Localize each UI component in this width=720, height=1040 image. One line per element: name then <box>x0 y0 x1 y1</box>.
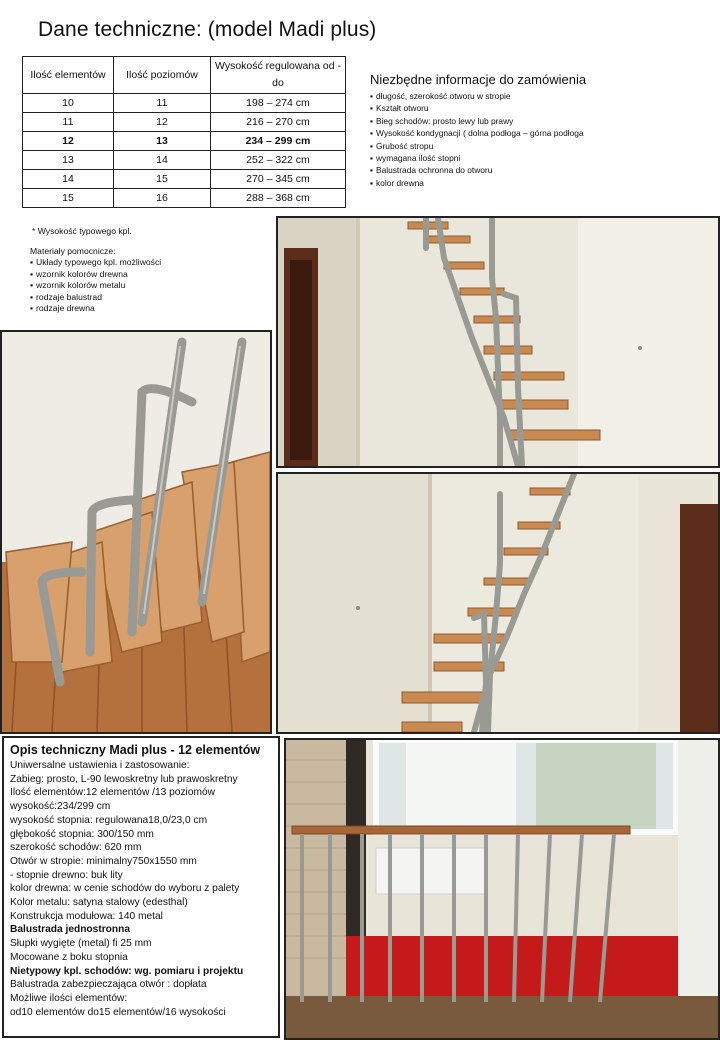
cell: 15 <box>23 189 114 208</box>
stair-photo-top-right <box>276 216 720 468</box>
cell: 15 <box>114 170 211 189</box>
cell: 14 <box>114 151 211 170</box>
description-line: od10 elementów do15 elementów/16 wysokości <box>10 1006 226 1018</box>
cell: 11 <box>114 94 211 113</box>
materials <box>30 246 161 315</box>
description-line: Ilość elementów:12 elementów /13 poziomów <box>10 787 215 799</box>
list-item: ▪ rodzaje drewna <box>30 303 161 315</box>
list-item: ▪ rodzaje balustrad <box>30 292 161 304</box>
description-bold-line: Balustrada jednostronna <box>10 924 131 936</box>
cell: 12 <box>23 132 114 151</box>
order-info-list <box>370 90 586 189</box>
description-line: Zabieg: prosto, L-90 lewoskretny lub prawoskretny <box>10 773 238 785</box>
cell: 198 – 274 cm <box>211 94 346 113</box>
description-line: - stopnie drewno: buk lity <box>10 869 123 881</box>
description-bold-value: wg. pomiaru i projektu <box>131 965 244 977</box>
description-line: Uniwersalne ustawienia i zastosowanie: <box>10 760 190 771</box>
description-line: Balustrada zabezpieczająca otwór : dopłata <box>10 979 207 991</box>
header-height: Wysokość regulowana od - do <box>211 57 346 94</box>
stair-photo-full <box>276 472 720 734</box>
table-row <box>23 113 346 132</box>
table-row-highlighted <box>23 132 346 151</box>
cell: 252 – 322 cm <box>211 151 346 170</box>
materials-heading: Materiały pomocnicze: <box>30 246 116 256</box>
description-line: Konstrukcja modułowa: 140 metal <box>10 910 163 922</box>
cell: 11 <box>23 113 114 132</box>
list-item: ▪ kolor drewna <box>370 177 586 189</box>
list-item: ▪ wymagana ilość stopni <box>370 152 586 164</box>
description-line: szerokość schodów: 620 mm <box>10 842 142 854</box>
table-row <box>23 170 346 189</box>
header-elements: Ilość elementów <box>23 57 114 94</box>
description-bold-label: Nietypowy kpl. schodów: <box>10 965 132 977</box>
list-item: ▪ wzornik kolorów drewna <box>30 269 161 281</box>
description-line: Kolor metalu: satyna stalowy (edesthal) <box>10 897 188 909</box>
description-line: wysokość:234/299 cm <box>10 801 111 813</box>
description-line: wysokość stopnia: regulowana18,0/23,0 cm <box>10 814 208 826</box>
footnote: * Wysokość typowego kpl. <box>32 226 132 236</box>
cell: 13 <box>23 151 114 170</box>
cell: 216 – 270 cm <box>211 113 346 132</box>
stair-closeup-photo <box>0 330 272 734</box>
cell: 234 – 299 cm <box>211 132 346 151</box>
list-item: ▪ Grubość stropu <box>370 140 586 152</box>
description-line: Możliwe ilości elementów: <box>10 992 128 1004</box>
list-item: ▪ Balustrada ochronna do otworu <box>370 164 586 176</box>
list-item: ▪ Układy typowego kpl. możliwości <box>30 257 161 269</box>
list-item: ▪ długość, szerokość otworu w stropie <box>370 90 586 102</box>
cell: 288 – 368 cm <box>211 189 346 208</box>
description-line: głębokość stopnia: 300/150 mm <box>10 828 154 840</box>
cell: 270 – 345 cm <box>211 170 346 189</box>
list-item: ▪ wzornik kolorów metalu <box>30 280 161 292</box>
header-levels: Ilość poziomów <box>114 57 211 94</box>
balustrade-photo <box>284 738 720 1040</box>
order-info-heading: Niezbędne informacje do zamówienia <box>370 72 587 87</box>
description-line <box>10 965 272 979</box>
table-row <box>23 189 346 208</box>
materials-list <box>30 257 161 315</box>
description-line: Mocowane z boku stopnia <box>10 951 128 963</box>
spec-table-header <box>23 57 346 94</box>
table-row <box>23 151 346 170</box>
order-info <box>370 72 586 189</box>
cell: 14 <box>23 170 114 189</box>
description-line: kolor drewna: w cenie schodów do wyboru z palety <box>10 883 240 895</box>
technical-description <box>2 736 280 1038</box>
list-item: ▪ Kształt otworu <box>370 102 586 114</box>
cell: 13 <box>114 132 211 151</box>
table-row <box>23 94 346 113</box>
cell: 12 <box>114 113 211 132</box>
description-line: Otwór w stropie: minimalny750x1550 mm <box>10 855 197 867</box>
cell: 10 <box>23 94 114 113</box>
spec-table <box>22 56 346 208</box>
list-item: ▪ Wysokość kondygnacji ( dolna podłoga – górna podłoga <box>370 127 586 139</box>
description-heading: Opis techniczny Madi plus - 12 elementów <box>10 743 261 757</box>
cell: 16 <box>114 189 211 208</box>
list-item: ▪ Bieg schodów: prosto lewy lub prawy <box>370 115 586 127</box>
page-title: Dane techniczne: (model Madi plus) <box>38 18 377 41</box>
description-line: Słupki wygięte (metal) fi 25 mm <box>10 938 152 950</box>
